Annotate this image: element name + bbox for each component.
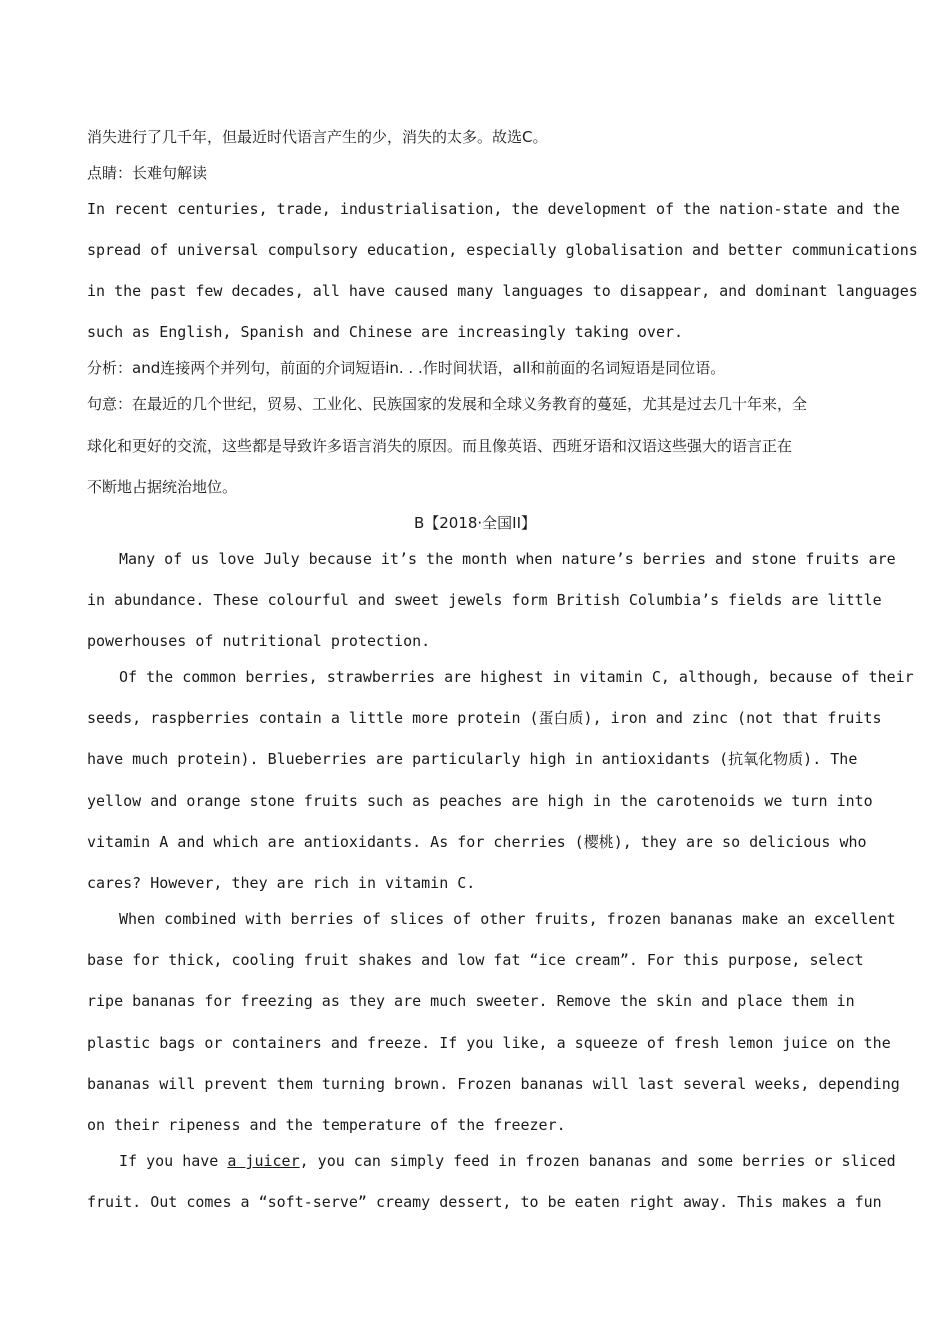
- sentence-line: in the past few decades, all have caused many languages to disappear, and dominant languages: [87, 282, 918, 300]
- text-segment: , you can simply feed in frozen bananas and some berries or sliced: [299, 1152, 896, 1170]
- paragraph-line: on their ripeness and the temperature of the freezer.: [87, 1116, 566, 1134]
- paragraph-line: yellow and orange stone fruits such as peaches are high in the carotenoids we turn into: [87, 792, 873, 810]
- underlined-phrase: a juicer: [227, 1152, 300, 1170]
- section-title: B【2018·全国II】: [413, 514, 537, 532]
- paragraph-line: in abundance. These colourful and sweet jewels form British Columbia’s fields are little: [87, 591, 882, 609]
- paragraph-line: Of the common berries, strawberries are highest in vitamin C, although, because of their: [119, 668, 914, 686]
- analysis-text: 分析：and连接两个并列句，前面的介词短语in. . .作时间状语，all和前面的名词短语是同位语。: [87, 359, 726, 377]
- text-segment: If you have: [119, 1152, 228, 1170]
- answer-explanation-end: 消失进行了几千年，但最近时代语言产生的少，消失的太多。故选C。: [87, 128, 548, 146]
- paragraph-line: fruit. Out comes a “soft-serve” creamy dessert, to be eaten right away. This makes a fun: [87, 1193, 882, 1211]
- paragraph-line: vitamin A and which are antioxidants. As for cherries (樱桃), they are so delicious who: [87, 833, 867, 851]
- sentence-line: In recent centuries, trade, industrialisation, the development of the nation-state and the: [87, 200, 900, 218]
- paragraph-line: Many of us love July because it’s the month when nature’s berries and stone fruits are: [119, 550, 896, 568]
- meaning-line: 不断地占据统治地位。: [87, 478, 238, 496]
- paragraph-line: bananas will prevent them turning brown. Frozen bananas will last several weeks, depending: [87, 1075, 900, 1093]
- paragraph-line: have much protein). Blueberries are particularly high in antioxidants (抗氧化物质). The: [87, 750, 858, 768]
- meaning-line: 句意：在最近的几个世纪，贸易、工业化、民族国家的发展和全球义务教育的蔓延，尤其是过去几十年来，全: [87, 395, 808, 413]
- paragraph-line: ripe bananas for freezing as they are much sweeter. Remove the skin and place them in: [87, 992, 855, 1010]
- paragraph-line: plastic bags or containers and freeze. If you like, a squeeze of fresh lemon juice on the: [87, 1034, 891, 1052]
- sentence-line: such as English, Spanish and Chinese are increasingly taking over.: [87, 323, 684, 341]
- sentence-line: spread of universal compulsory education, especially globalisation and better communications: [87, 241, 918, 259]
- paragraph-line: cares? However, they are rich in vitamin C.: [87, 874, 476, 892]
- meaning-line: 球化和更好的交流，这些都是导致许多语言消失的原因。而且像英语、西班牙语和汉语这些强大的语言正在: [87, 437, 793, 455]
- paragraph-line: seeds, raspberries contain a little more protein (蛋白质), iron and zinc (not that fruits: [87, 709, 882, 727]
- paragraph-line: [119, 1151, 896, 1171]
- highlight-heading: 点睛：长难句解读: [87, 164, 208, 182]
- paragraph-line: base for thick, cooling fruit shakes and low fat “ice cream”. For this purpose, select: [87, 951, 864, 969]
- paragraph-line: When combined with berries of slices of other fruits, frozen bananas make an excellent: [119, 910, 896, 928]
- paragraph-line: powerhouses of nutritional protection.: [87, 632, 431, 650]
